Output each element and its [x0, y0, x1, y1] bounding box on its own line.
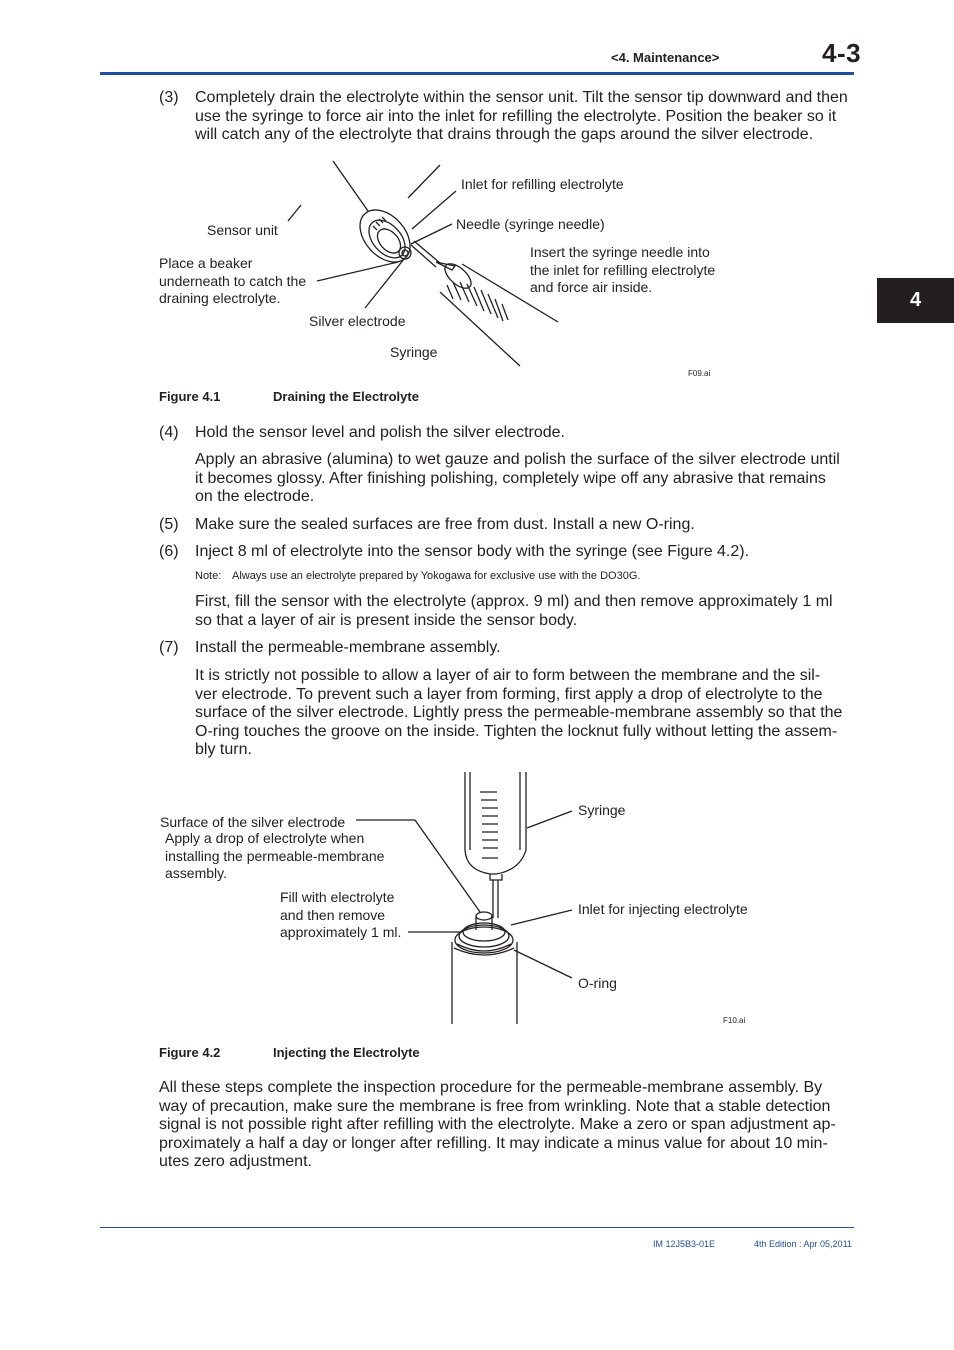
figure-4-1-number: Figure 4.1	[159, 389, 221, 404]
step-4-number: (4)	[159, 424, 179, 441]
label-line: Place a beaker	[159, 255, 253, 271]
label-line: Apply a drop of electrolyte when	[165, 830, 365, 846]
step-7-text: Install the permeable-membrane assembly.	[195, 639, 501, 656]
note-label: Note:	[195, 570, 222, 582]
label-needle: Needle (syringe needle)	[456, 216, 605, 232]
figure-file-name-2: F10.ai	[723, 1016, 746, 1025]
label-inlet-refilling: Inlet for refilling electrolyte	[461, 176, 624, 192]
edition-date: 4th Edition : Apr 05,2011	[754, 1239, 852, 1249]
step-7-line: surface of the silver electrode. Lightly press the permeable-membrane assembly so that the	[195, 704, 843, 721]
step-7-line: It is strictly not possible to allow a layer of air to form between the membrane and the sil-	[195, 667, 821, 684]
step-7-line: bly turn.	[195, 741, 252, 758]
step-4-line: it becomes glossy. After finishing polishing, completely wipe off any abrasive that remains	[195, 469, 826, 487]
label-syringe-2: Syringe	[578, 802, 626, 818]
figure-file-name: F09.ai	[688, 369, 711, 378]
step-6-line: First, fill the sensor with the electrolyte (approx. 9 ml) and then remove approximately 1 ml	[195, 593, 833, 610]
figure-4-2-number: Figure 4.2	[159, 1045, 221, 1060]
figure-4-1-title: Draining the Electrolyte	[273, 389, 419, 404]
label-surface-silver: Surface of the silver electrode	[160, 814, 346, 830]
footer-rule	[100, 1227, 854, 1228]
step-3-line: use the syringe to force air into the inlet for refilling the electrolyte. Position the beaker so it	[195, 107, 837, 125]
label-line: and then remove	[280, 906, 386, 923]
closing-line: proximately a half a day or longer after refilling. It may indicate a minus value for about 10 min-	[159, 1134, 828, 1152]
step-6-line: so that a layer of air is present inside the sensor body.	[195, 611, 578, 629]
label-apply-drop	[165, 830, 384, 883]
label-line: draining electrolyte.	[159, 290, 281, 306]
step-3-line: will catch any of the electrolyte that drains through the gaps around the silver electrode.	[195, 126, 814, 143]
label-line: assembly.	[165, 865, 227, 881]
step-4-line: on the electrode.	[195, 488, 315, 505]
label-sensor-unit: Sensor unit	[207, 222, 278, 238]
label-line: Fill with electrolyte	[280, 889, 395, 905]
step-5-text: Make sure the sealed surfaces are free from dust. Install a new O-ring.	[195, 516, 695, 533]
closing-line: way of precaution, make sure the membrane is free from wrinkling. Note that a stable detection	[159, 1097, 831, 1115]
label-line: and force air inside.	[530, 279, 653, 295]
label-line: underneath to catch the	[159, 272, 307, 289]
closing-line: utes zero adjustment.	[159, 1153, 312, 1170]
label-fill-electrolyte	[280, 889, 401, 942]
section-title: <4. Maintenance>	[611, 50, 720, 65]
label-inlet-injecting: Inlet for injecting electrolyte	[578, 901, 748, 917]
page-number: 4-3	[822, 38, 862, 68]
label-line: approximately 1 ml.	[280, 924, 402, 940]
step-3-line: Completely drain the electrolyte within the sensor unit. Tilt the sensor tip downward and then	[195, 89, 848, 106]
label-syringe: Syringe	[390, 344, 438, 360]
step-4-line: Apply an abrasive (alumina) to wet gauze and polish the surface of the silver electrode until	[195, 451, 840, 468]
label-silver-electrode: Silver electrode	[309, 313, 406, 329]
step-7-number: (7)	[159, 639, 179, 656]
note-text: Always use an electrolyte prepared by Yokogawa for exclusive use with the DO30G.	[232, 570, 641, 582]
step-4-text: Hold the sensor level and polish the silver electrode.	[195, 424, 565, 441]
step-7-line: ver electrode. To prevent such a layer from forming, first apply a drop of electrolyte to the	[195, 685, 823, 703]
label-o-ring: O-ring	[578, 975, 617, 991]
closing-paragraph	[159, 1079, 859, 1172]
step-6-text: Inject 8 ml of electrolyte into the sensor body with the syringe (see Figure 4.2).	[195, 543, 750, 560]
document-id: IM 12J5B3-01E	[653, 1239, 716, 1249]
chapter-tab[interactable]: 4	[877, 278, 954, 323]
label-line: installing the permeable-membrane	[165, 847, 385, 864]
step-3-number: (3)	[159, 89, 179, 106]
label-line: Insert the syringe needle into	[530, 244, 710, 260]
step-7-line: O-ring touches the groove on the inside. Tighten the locknut fully without letting the assem-	[195, 722, 838, 740]
closing-line: All these steps complete the inspection procedure for the permeable-membrane assembly. By	[159, 1079, 823, 1096]
step-5-number: (5)	[159, 516, 179, 533]
step-6-number: (6)	[159, 543, 179, 560]
figure-4-2-title: Injecting the Electrolyte	[273, 1045, 420, 1060]
closing-line: signal is not possible right after refilling with the electrolyte. Make a zero or span adjustment ap-	[159, 1116, 836, 1133]
label-line: the inlet for refilling electrolyte	[530, 261, 716, 278]
